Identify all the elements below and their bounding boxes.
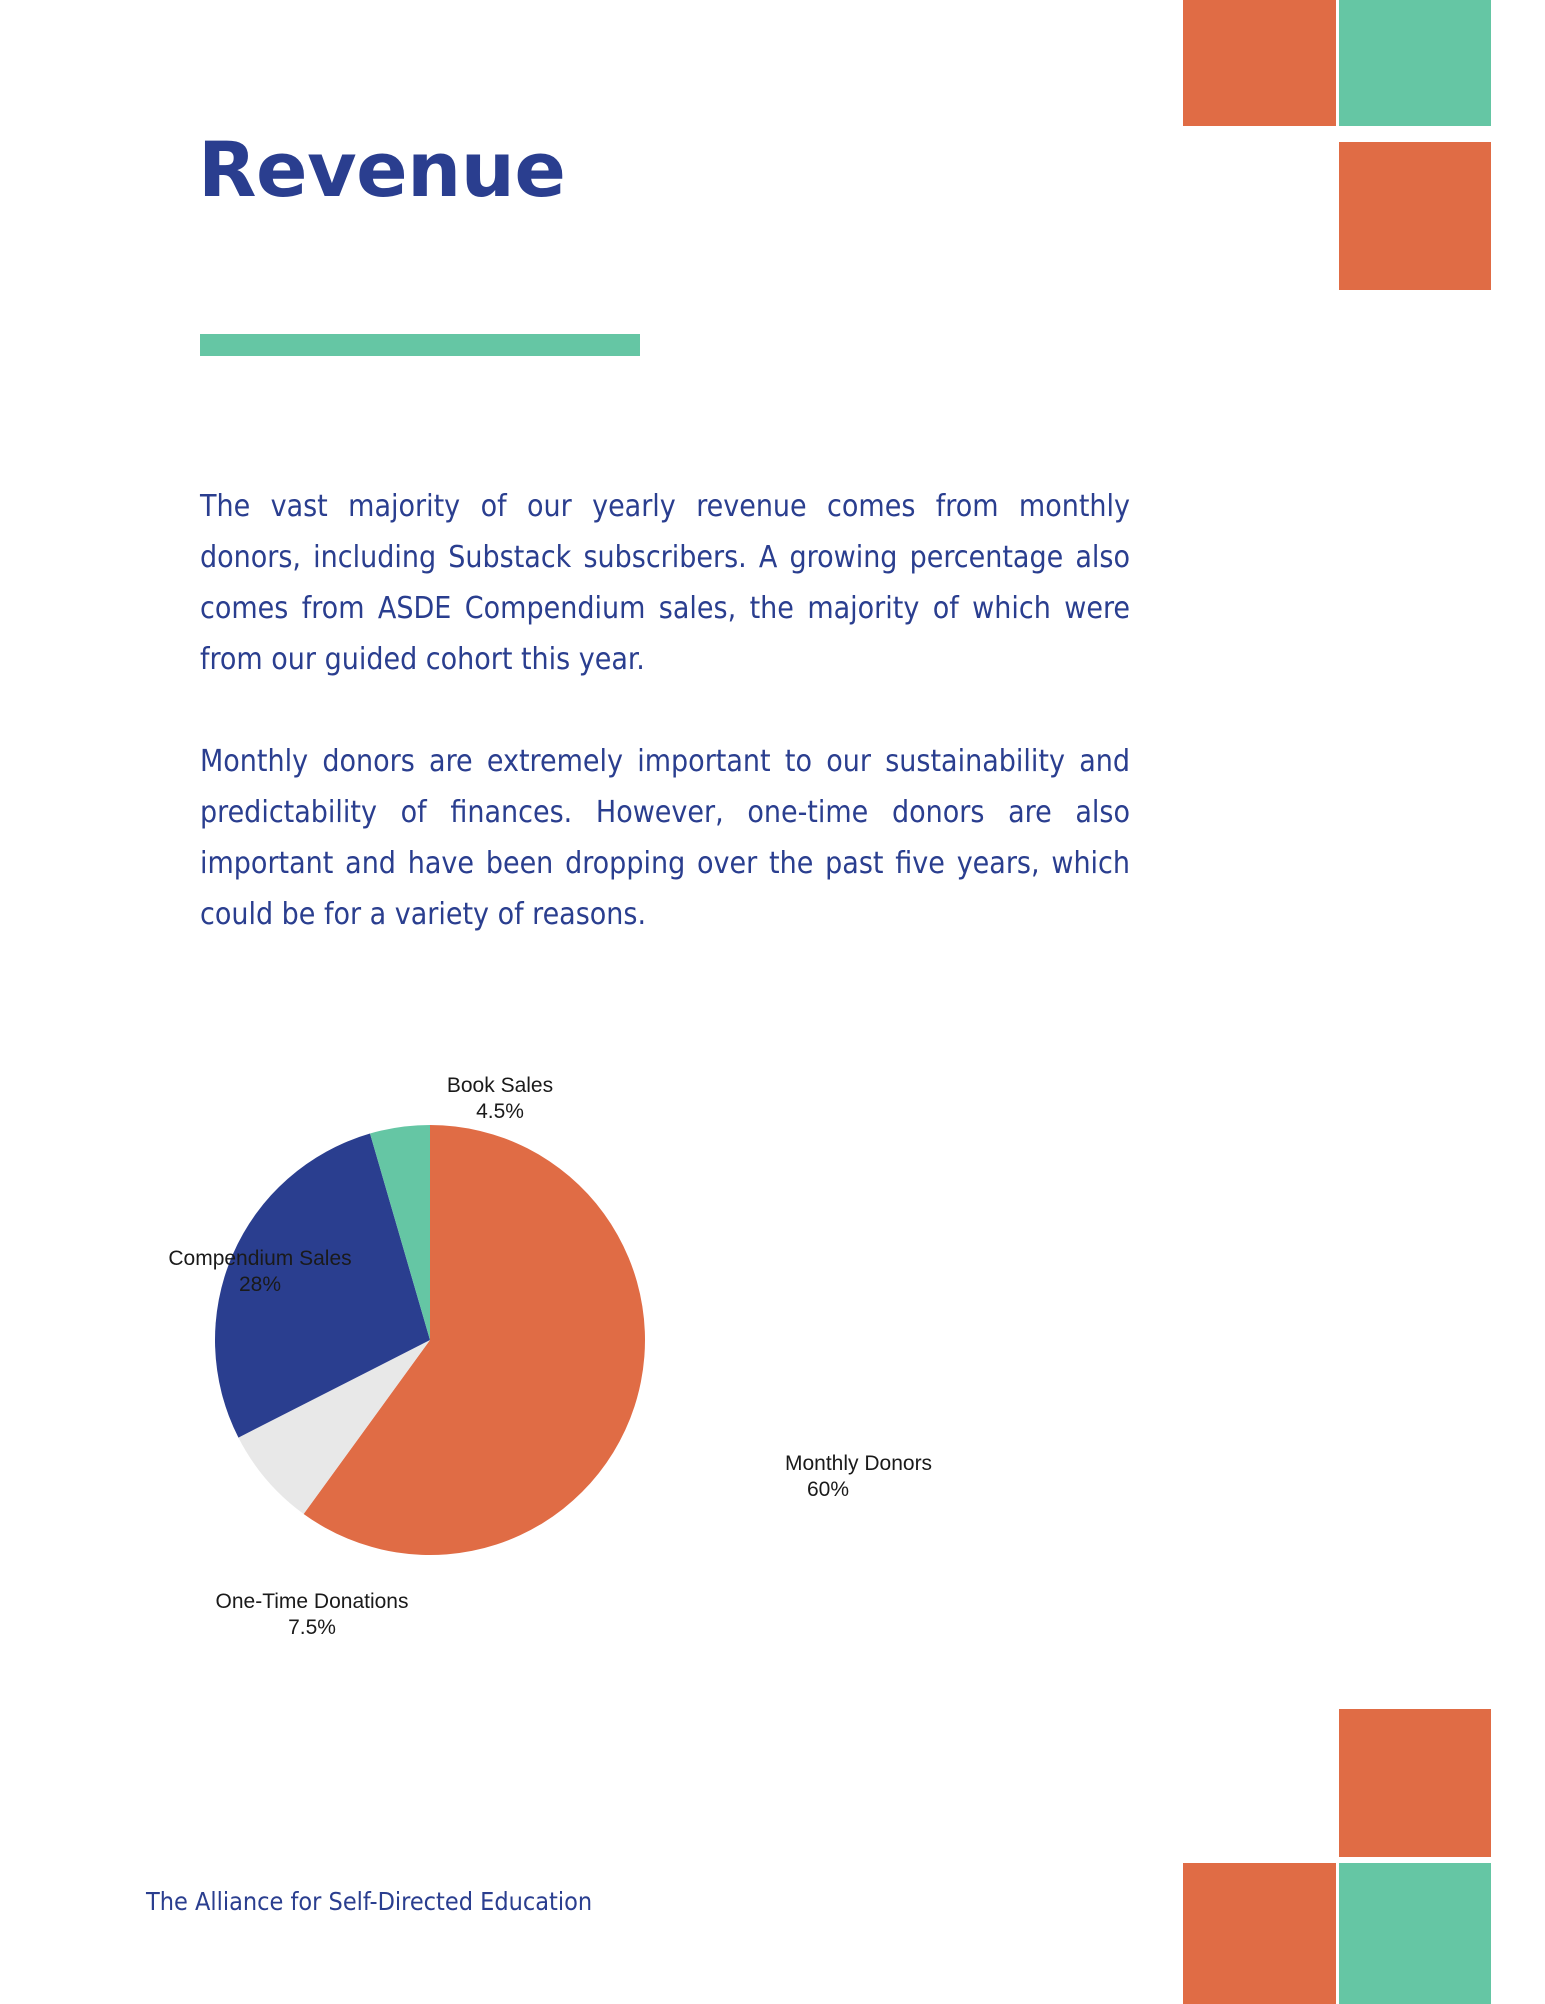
decor-square-top-right-orange-left [1183, 0, 1336, 126]
paragraph-2: Monthly donors are extremely important to our sustainability and predictability of finances. However, one-time donors are also important and have been dropping over the past five years, which could be for a variety of reasons. [200, 744, 1130, 932]
decor-square-bottom-right-green [1339, 1863, 1491, 2004]
body-copy [200, 481, 1130, 940]
pie-slice-group [215, 1125, 645, 1555]
decor-square-top-right-orange-lower [1339, 142, 1491, 290]
pie-chart-svg [100, 1020, 1100, 1640]
pie-label-name-compendium-sales: Compendium Sales [168, 1247, 352, 1270]
footer-organization-name: The Alliance for Self-Directed Education [146, 1887, 593, 1916]
pie-label-name-book-sales: Book Sales [446, 1074, 554, 1097]
pie-label-name-one-time-donations: One-Time Donations [215, 1590, 409, 1613]
pie-label-value-monthly-donors: 60% [807, 1478, 850, 1501]
title-underline-rule [200, 334, 640, 356]
pie-label-value-book-sales: 4.5% [476, 1100, 524, 1123]
decor-square-bottom-right-orange-top [1339, 1709, 1491, 1857]
decor-square-bottom-right-orange-left [1183, 1863, 1336, 2004]
paragraph-1: The vast majority of our yearly revenue comes from monthly donors, including Substack subscribers. A growing percentage also comes from ASDE Compendium sales, the majority of which were from our guided cohort this year. [200, 489, 1130, 677]
pie-label-name-monthly-donors: Monthly Donors [785, 1452, 933, 1475]
decor-square-top-right-green [1339, 0, 1491, 126]
page-title: Revenue [198, 125, 566, 214]
pie-label-value-compendium-sales: 28% [238, 1273, 282, 1296]
revenue-pie-chart [100, 1020, 1100, 1640]
pie-label-value-one-time-donations: 7.5% [288, 1616, 336, 1639]
